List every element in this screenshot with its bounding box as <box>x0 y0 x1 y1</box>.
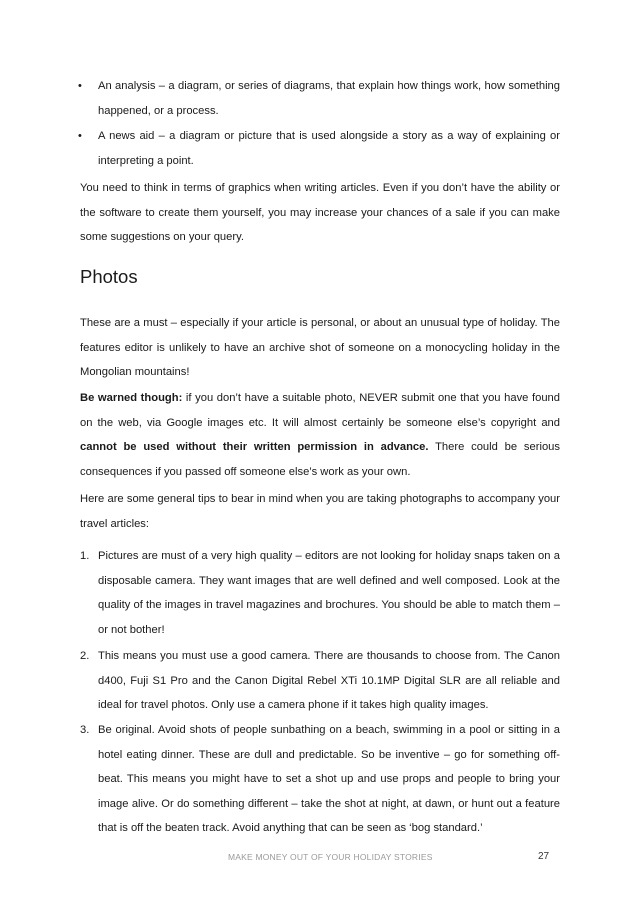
list-item <box>80 544 560 642</box>
intro-paragraph: You need to think in terms of graphics when writing articles. Even if you don’t have the ability or the software to create them yourself, you may increase your chances of a sale if you can make some suggestions on your query. <box>80 182 560 243</box>
page-number: 27 <box>538 851 550 862</box>
warning-emphasis: cannot be used without their written permission in advance. <box>80 441 429 453</box>
list-item-text: This means you must use a good camera. There are thousands to choose from. The Canon d400, Fuji S1 Pro and the Canon Digital Rebel XTi 10.1MP Digital SLR are all reliable and ideal for travel photos. Only use a camera phone if it takes high quality images. <box>98 650 560 711</box>
bullet-marker: • <box>78 130 82 142</box>
list-number: 1. <box>80 550 90 562</box>
warning-paragraph <box>80 386 560 484</box>
list-number: 3. <box>80 724 90 736</box>
warning-consequence: There could be serious consequences if you passed off someone else’s work as your own. <box>80 441 560 478</box>
bullet-text: An analysis – a diagram, or series of diagrams, that explain how things work, how something happened, or a process. <box>98 80 560 117</box>
list-item <box>80 644 560 718</box>
bullet-item <box>80 124 560 173</box>
bullet-item <box>80 74 560 123</box>
footer-title: MAKE MONEY OUT OF YOUR HOLIDAY STORIES <box>228 852 433 862</box>
bullet-marker: • <box>78 80 82 92</box>
bullet-text: A news aid – a diagram or picture that is used alongside a story as a way of explaining or interpreting a point. <box>98 130 560 167</box>
tips-intro: Here are some general tips to bear in mind when you are taking photographs to accompany your travel articles: <box>80 493 560 530</box>
warning-text: if you don’t have a suitable photo, NEVER submit one that you have found on the web, via Google images etc. It will almost certainly be someone else’s copyright and <box>80 392 560 429</box>
list-item-text: Be original. Avoid shots of people sunbathing on a beach, swimming in a pool or sitting in a hotel eating dinner. These are dull and predictable. So be inventive – go for something off-beat. This means you might have to set a shot up and use props and people to bring your image alive. Or do something different – take the shot at night, at dawn, or hunt out a feature that is off the beaten track. Avoid anything that can be seen as ‘bog standard.’ <box>98 724 560 834</box>
photos-paragraph: These are a must – especially if your article is personal, or about an unusual type of holiday. The features editor is unlikely to have an archive shot of someone on a monocycling holiday in the Mongolian mountains! <box>80 317 560 378</box>
warning-lead: Be warned though: <box>80 392 183 404</box>
list-number: 2. <box>80 650 90 662</box>
section-heading-photos: Photos <box>80 266 138 287</box>
list-item-text: Pictures are must of a very high quality – editors are not looking for holiday snaps taken on a disposable camera. They want images that are well defined and well composed. Look at the quality of the images in travel magazines and brochures. You should be able to match them – or not bother! <box>98 550 560 636</box>
list-item <box>80 718 560 841</box>
